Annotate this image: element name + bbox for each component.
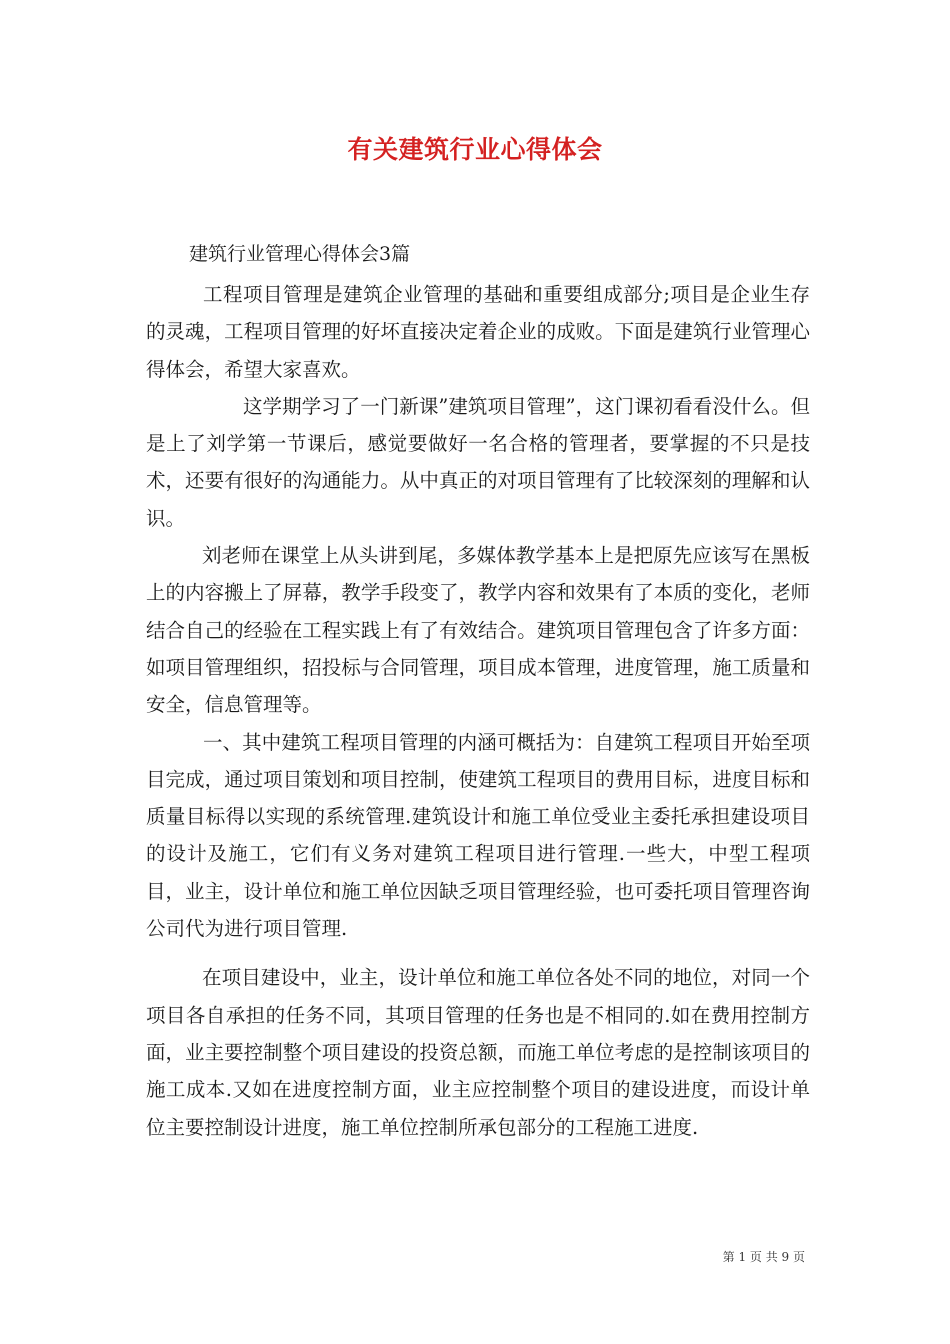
paragraph-teacher: 刘老师在课堂上从头讲到尾，多媒体教学基本上是把原先应该写在黑板上的内容搬上了屏幕，教学手段变了，教学内容和效果有了本质的变化，老师结合自己的经验在工程实践上有了有效结合。建筑项目管理包含了许多方面：如项目管理组织，招投标与合同管理，项目成本管理，进度管理，施工质量和安全，信息管理等。	[146, 544, 810, 717]
document-body	[146, 276, 810, 1146]
paragraph-course: 这学期学习了一门新课”建筑项目管理”，这门课初看看没什么。但是上了刘学第一节课后，感觉要做好一名合格的管理者，要掌握的不只是技术，还要有很好的沟通能力。从中真正的对项目管理有了比较深刻的理解和认识。	[146, 394, 810, 530]
paragraph-definition: 一、其中建筑工程项目管理的内涵可概括为：自建筑工程项目开始至项目完成，通过项目策划和项目控制，使建筑工程项目的费用目标，进度目标和质量目标得以实现的系统管理.建筑设计和施工单位受业主委托承担建设项目的设计及施工，它们有义务对建筑工程项目进行管理.一些大，中型工程项目，业主，设计单位和施工单位因缺乏项目管理经验，也可委托项目管理咨询公司代为进行项目管理.	[146, 730, 810, 941]
paragraph-intro: 工程项目管理是建筑企业管理的基础和重要组成部分;项目是企业生存的灵魂，工程项目管理的好坏直接决定着企业的成败。下面是建筑行业管理心得体会，希望大家喜欢。	[146, 283, 810, 381]
document-subtitle: 建筑行业管理心得体会3篇	[189, 243, 411, 265]
page-number: 第 1 页 共 9 页	[722, 1250, 805, 1264]
page-title: 有关建筑行业心得体会	[347, 135, 603, 164]
paragraph-roles: 在项目建设中，业主，设计单位和施工单位各处不同的地位，对同一个项目各自承担的任务不同，其项目管理的任务也是不相同的.如在费用控制方面，业主要控制整个项目建设的投资总额，而施工单位考虑的是控制该项目的施工成本.又如在进度控制方面，业主应控制整个项目的建设进度，而设计单位主要控制设计进度，施工单位控制所承包部分的工程施工进度.	[146, 966, 810, 1139]
